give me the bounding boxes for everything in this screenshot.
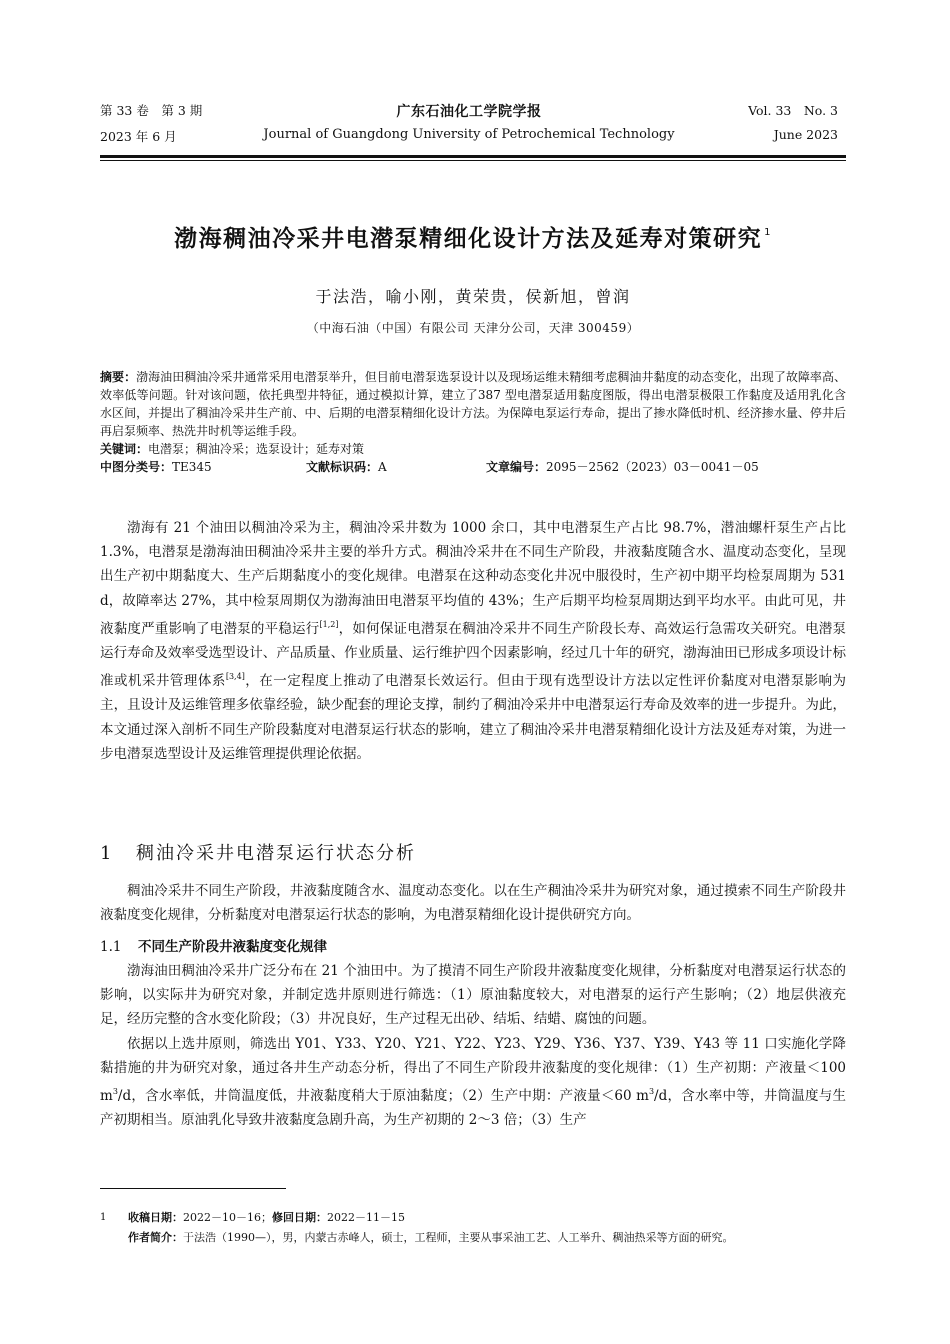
abstract-text: 渤海油田稠油冷采井通常采用电潜泵举升，但目前电潜泵选泵设计以及现场运维未精细考虑稠油井黏度的动态变化，出现了故障率高、效率低等问题。针对该问题，依托典型井特征，通过模拟计算，建立了387 型电潜泵适用黏度图版，得出电潜泵极限工作黏度及适用乳化含水区间，并提出了稠油冷采井生产前、中、后期的电潜泵精细化设计方法。为保障电泵运行寿命，提出了掺水降低时机、经济掺水量、停井后再启泵频率、热洗井时机等运维手段。 (100, 370, 846, 438)
header-thick-rule (100, 155, 846, 158)
volume-issue: 第 33 卷 第 3 期 (100, 103, 203, 118)
document-code: 文献标识码：A (306, 460, 387, 474)
subsection-title: 不同生产阶段井液黏度变化规律 (138, 939, 327, 955)
footnote-mark: 1 (100, 1212, 107, 1223)
keywords-text: 电潜泵；稠油冷采；选泵设计；延寿对策 (148, 442, 365, 456)
footnote-rule (100, 1188, 286, 1189)
section-title: 稠油冷采井电潜泵运行状态分析 (136, 843, 416, 864)
affiliation: （中海石油（中国）有限公司 天津分公司，天津 300459） (306, 321, 640, 335)
section-1-heading (100, 839, 416, 865)
abstract-label: 摘要： (100, 370, 137, 384)
subsection-number: 1.1 (100, 939, 122, 955)
article-title: 渤海稠油冷采井电潜泵精细化设计方法及延寿对策研究 $^1$ (174, 226, 772, 252)
well-selection-paragraph: 渤海油田稠油冷采井广泛分布在 21 个油田中。为了摸清不同生产阶段井液黏度变化规律，分析黏度对电潜泵运行状态的影响，以实际井为研究对象，并制定选井原则进行筛选：（1）原油黏度较大，对电潜泵的运行产生影响；（2）地层供液充足，经历完整的含水变化阶段；（3）井况良好，生产过程无出砂、结垢、结蜡、腐蚀的问题。 (100, 963, 846, 1028)
footnote (100, 1208, 846, 1252)
citation-3-4: [3,4] (225, 672, 245, 682)
citation-1-2: [1,2] (319, 619, 339, 629)
volume-number-en: Vol. 33 No. 3 (748, 103, 838, 118)
viscosity-stages-paragraph: 依据以上选井原则，筛选出 Y01、Y33、Y20、Y21、Y22、Y23、Y29、Y36、Y37、Y39、Y43 等 11 口实施化学降黏措施的井为研究对象，通过各井生产动态分析，得出了不同生产阶段井液黏度的变化规律：（1）生产初期：产液量＜100 $m^3/d$，含水率低，井筒温度低，井液黏度稍大于原油黏度；（2）生产中期：产液量＜60 $m^3/d$，含水率中等，井筒温度与生产初期相当。原油乳化导致井液黏度急剧升高，为生产初期的 2～3 倍；（3）生产 (100, 1035, 846, 1129)
intro-paragraph: 渤海有 21 个油田以稠油冷采为主，稠油冷采井数为 1000 余口，其中电潜泵生产占比 98.7%，潜油螺杆泵生产占比 1.3%，电潜泵是渤海油田稠油冷采井主要的举升方式。稠油冷采井在不同生产阶段，井液黏度随含水、温度动态变化，呈现出生产初中期黏度大、生产后期黏度小的变化规律。电潜泵在这种动态变化井况中服役时，生产初中期平均检泵周期为 531 d，故障率达 27%，其中检泵周期仅为渤海油田电潜泵平均值的 43%；生产后期平均检泵周期达到平均水平。由此可见，井液黏度严重影响了电潜泵的平稳运行[1,2]，如何保证电潜泵在稠油冷采井不同生产阶段长寿、高效运行急需攻关研究。电潜泵运行寿命及效率受选型设计、产品质量、作业质量、运行维护四个因素影响，经过几十年的研究，渤海油田已形成多项设计标准或机采井管理体系[3,4]，在一定程度上推动了电潜泵长效运行。但由于现有选型设计方法以定性评价黏度对电潜泵影响为主，且设计及运维管理多依靠经验，缺少配套的理论支撑，制约了稠油冷采井中电潜泵运行寿命及效率的进一步提升。为此，本文通过深入剖析不同生产阶段黏度对电潜泵运行状态的影响，建立了稠油冷采井电潜泵精细化设计方法及延寿对策，为进一步电潜泵选型设计及运维管理提供理论依据。 (100, 520, 847, 762)
section-number: 1 (100, 843, 114, 864)
keywords-label: 关键词： (100, 442, 149, 456)
subsection-1-1-body (100, 959, 846, 1132)
clc-number: 中图分类号：TE345 (100, 460, 212, 474)
header-thin-rule (100, 160, 846, 161)
section-1-intro (100, 879, 846, 927)
issue-date-cn: 2023 年 6 月 (100, 129, 177, 144)
section-1-paragraph: 稠油冷采井不同生产阶段，井液黏度随含水、温度动态变化。以在生产稠油冷采井为研究对象，通过摸索不同生产阶段井液黏度变化规律，分析黏度对电潜泵运行状态的影响，为电潜泵精细化设计提供研究方向。 (100, 883, 846, 924)
author-list: 于法浩，喻小刚，黄荣贵，侯新旭，曾润 (315, 287, 631, 306)
keywords (100, 440, 846, 458)
author-bio-line: 作者简介：于法浩（1990—），男，内蒙古赤峰人，硕士，工程师，主要从事采油工艺、人工举升、稠油热采等方面的研究。 (128, 1231, 734, 1244)
title-footnote-mark: 1 (764, 227, 772, 238)
article-number: 文章编号：2095－2562（2023）03－0041－05 (486, 460, 759, 474)
journal-title-cn: 广东石油化工学院学报 (396, 104, 542, 120)
journal-title-en: Journal of Guangdong University of Petrochemical Technology (263, 127, 675, 142)
abstract-block (100, 368, 846, 476)
subsection-1-1-heading (100, 935, 327, 955)
issue-date-en: June 2023 (773, 127, 838, 142)
classification-row (100, 458, 846, 476)
dates-line: 收稿日期：2022－10－16；修回日期：2022－11－15 (128, 1211, 405, 1224)
abstract (100, 368, 846, 440)
intro-section (100, 516, 846, 766)
